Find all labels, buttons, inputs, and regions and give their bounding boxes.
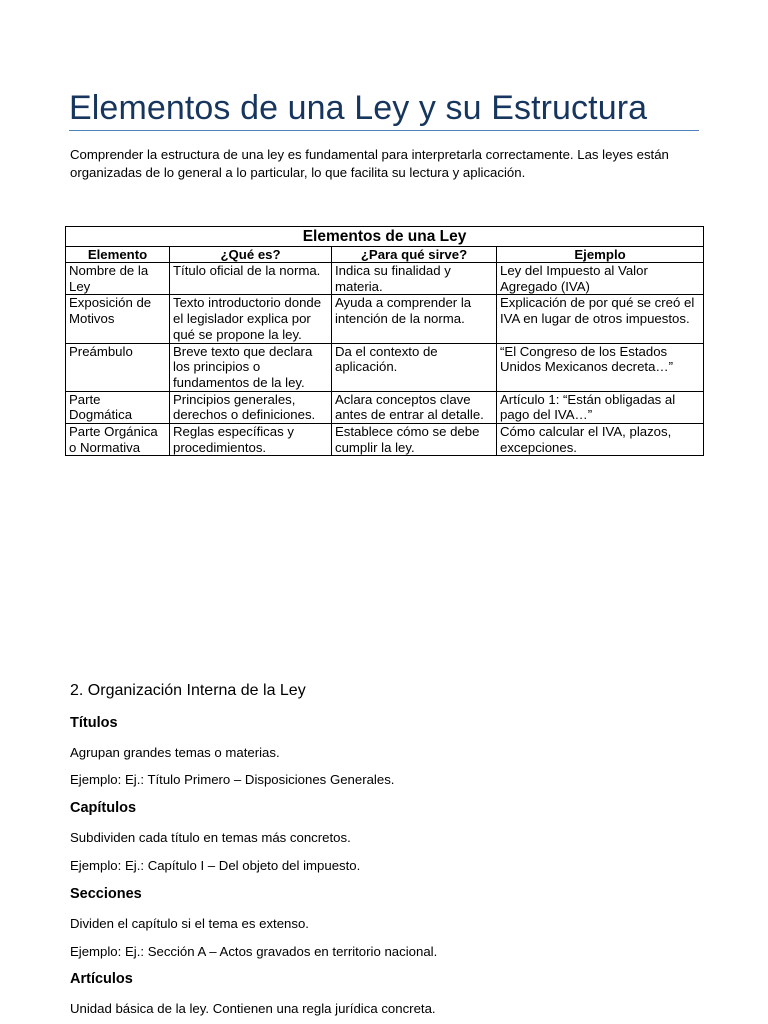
subheading-articulos: Artículos [70, 971, 133, 987]
table-row [66, 263, 704, 295]
description-secciones: Dividen el capítulo si el tema es extenso. [70, 916, 309, 931]
page-title: Elementos de una Ley y su Estructura [69, 89, 648, 127]
subheading-titulos: Títulos [70, 715, 118, 731]
table-cell: Ayuda a comprender la intención de la norma. [332, 295, 497, 343]
column-header-que-es: ¿Qué es? [170, 247, 332, 263]
table-cell: Explicación de por qué se creó el IVA en lugar de otros impuestos. [497, 295, 704, 343]
table-cell: Aclara conceptos clave antes de entrar al detalle. [332, 391, 497, 423]
section-heading: 2. Organización Interna de la Ley [70, 682, 306, 699]
table-cell: Establece cómo se debe cumplir la ley. [332, 424, 497, 456]
column-header-elemento: Elemento [66, 247, 170, 263]
table-cell: Ley del Impuesto al Valor Agregado (IVA) [497, 263, 704, 295]
table-title: Elementos de una Ley [66, 227, 704, 247]
table-cell: Reglas específicas y procedimientos. [170, 424, 332, 456]
subheading-secciones: Secciones [70, 886, 142, 902]
table-header-row [66, 247, 704, 263]
column-header-para-que-sirve: ¿Para qué sirve? [332, 247, 497, 263]
elements-table [65, 226, 704, 456]
table-row [66, 424, 704, 456]
table-cell: Da el contexto de aplicación. [332, 343, 497, 391]
table-cell: Texto introductorio donde el legislador explica por qué se propone la ley. [170, 295, 332, 343]
table-cell: Parte Orgánica o Normativa [66, 424, 170, 456]
table-cell: “El Congreso de los Estados Unidos Mexicanos decreta…” [497, 343, 704, 391]
table-row [66, 295, 704, 343]
table-cell: Principios generales, derechos o definiciones. [170, 391, 332, 423]
table-cell: Preámbulo [66, 343, 170, 391]
title-divider [69, 130, 699, 131]
table-cell: Indica su finalidad y materia. [332, 263, 497, 295]
example-secciones: Ejemplo: Ej.: Sección A – Actos gravados en territorio nacional. [70, 944, 438, 959]
example-titulos: Ejemplo: Ej.: Título Primero – Disposiciones Generales. [70, 772, 395, 787]
table-cell: Artículo 1: “Están obligadas al pago del IVA…” [497, 391, 704, 423]
table-cell: Nombre de la Ley [66, 263, 170, 295]
column-header-ejemplo: Ejemplo [497, 247, 704, 263]
table-row [66, 343, 704, 391]
description-capitulos: Subdividen cada título en temas más concretos. [70, 830, 351, 845]
table-cell: Título oficial de la norma. [170, 263, 332, 295]
example-capitulos: Ejemplo: Ej.: Capítulo I – Del objeto del impuesto. [70, 858, 361, 873]
table-cell: Parte Dogmática [66, 391, 170, 423]
table-row [66, 391, 704, 423]
intro-paragraph: Comprender la estructura de una ley es fundamental para interpretarla correctamente. Las leyes están organizadas de lo general a lo particular, lo que facilita su lectura y aplicación. [70, 147, 669, 180]
table-cell: Cómo calcular el IVA, plazos, excepciones. [497, 424, 704, 456]
description-articulos: Unidad básica de la ley. Contienen una regla jurídica concreta. [70, 1001, 436, 1016]
table-cell: Breve texto que declara los principios o fundamentos de la ley. [170, 343, 332, 391]
table-cell: Exposición de Motivos [66, 295, 170, 343]
table-title-row [66, 227, 704, 247]
description-titulos: Agrupan grandes temas o materias. [70, 745, 280, 760]
subheading-capitulos: Capítulos [70, 800, 137, 816]
